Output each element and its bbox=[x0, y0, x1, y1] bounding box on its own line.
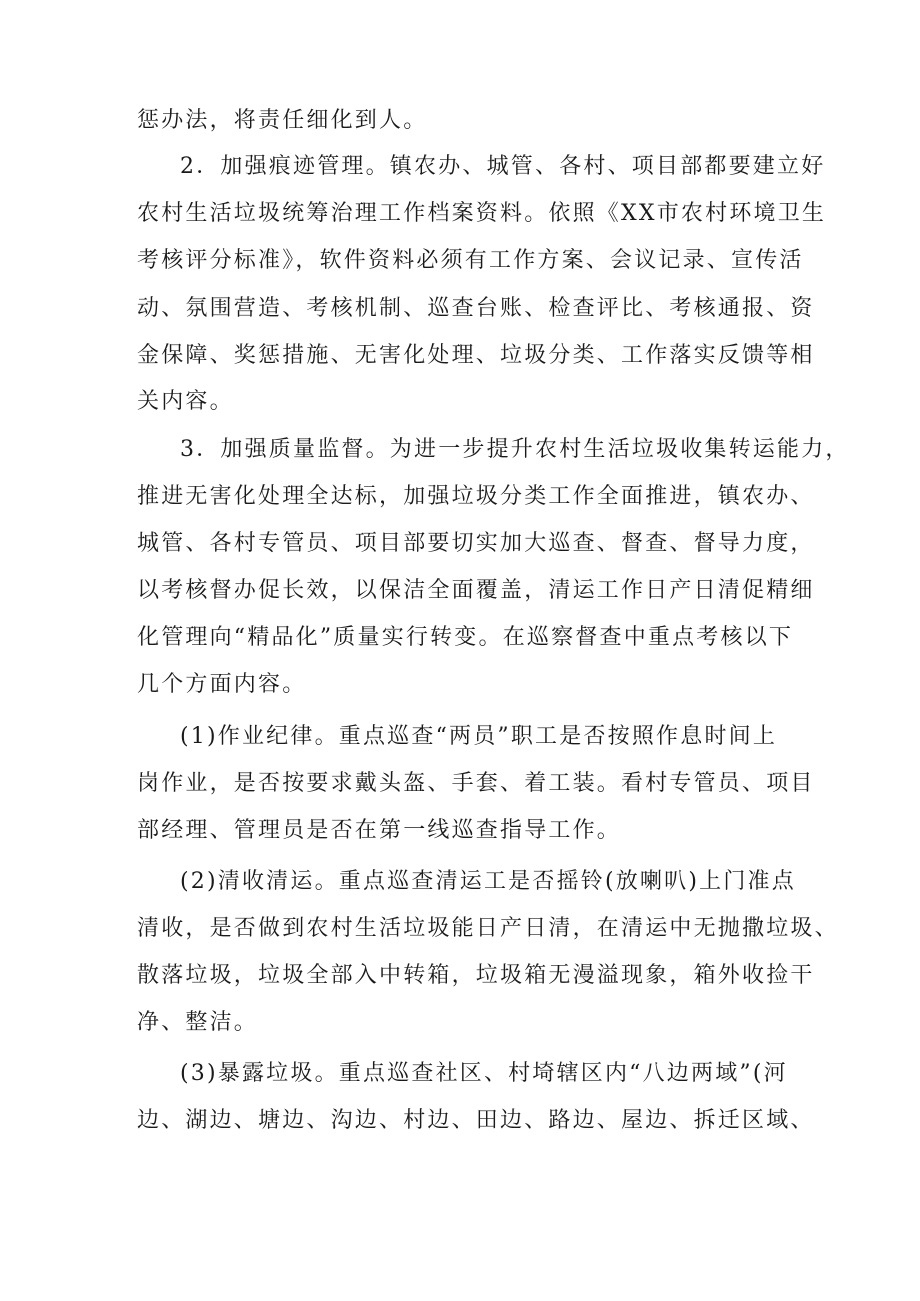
body-text-line: 考核评分标准》，软件资料必须有工作方案、会议记录、宣传活 bbox=[137, 248, 804, 273]
body-text-line: 边、湖边、塘边、沟边、村边、田边、路边、屋边、拆迁区域、 bbox=[137, 1108, 815, 1133]
body-text-line: 几个方面内容。 bbox=[137, 672, 307, 697]
item-2-heading-line: (2)清收清运。重点巡查清运工是否摇铃(放喇叭)上门准点 bbox=[180, 869, 796, 894]
body-text-line: 金保障、奖惩措施、无害化处理、垃圾分类、工作落实反馈等相 bbox=[137, 343, 815, 368]
item-1-heading-line: (1)作业纪律。重点巡查“两员”职工是否按照作息时间上 bbox=[180, 724, 778, 749]
body-text-line: 散落垃圾，垃圾全部入中转箱，垃圾箱无漫溢现象，箱外收捡干 bbox=[137, 963, 815, 988]
section-2-heading-line: 2．加强痕迹管理。镇农办、城管、各村、项目部都要建立好 bbox=[180, 154, 826, 179]
body-text-line: 化管理向“精品化”质量实行转变。在巡察督查中重点考核以下 bbox=[137, 625, 794, 650]
body-text-line: 惩办法，将责任细化到人。 bbox=[137, 108, 428, 133]
body-text-line: 以考核督办促长效，以保洁全面覆盖，清运工作日产日清促精细 bbox=[137, 578, 815, 603]
body-text-line: 城管、各村专管员、项目部要切实加大巡查、督查、督导力度， bbox=[137, 531, 815, 556]
body-text-line: 推进无害化处理全达标，加强垃圾分类工作全面推进，镇农办、 bbox=[137, 484, 815, 509]
body-text-line: 关内容。 bbox=[137, 389, 234, 414]
body-text-line: 动、氛围营造、考核机制、巡查台账、检查评比、考核通报、资 bbox=[137, 296, 815, 321]
body-text-line: 农村生活垃圾统筹治理工作档案资料。依照《XX市农村环境卫生 bbox=[137, 201, 827, 226]
body-text-line: 净、整洁。 bbox=[137, 1010, 259, 1035]
body-text-line: 清收，是否做到农村生活垃圾能日产日清，在清运中无抛撒垃圾、 bbox=[137, 916, 839, 941]
section-3-heading-line: 3．加强质量监督。为进一步提升农村生活垃圾收集转运能力， bbox=[180, 437, 850, 462]
item-3-heading-line: (3)暴露垃圾。重点巡查社区、村埼辖区内“八边两域”(河 bbox=[180, 1061, 788, 1086]
body-text-line: 部经理、管理员是否在第一线巡查指导工作。 bbox=[137, 818, 622, 843]
body-text-line: 岗作业，是否按要求戴头盔、手套、着工装。看村专管员、项目 bbox=[137, 771, 815, 796]
